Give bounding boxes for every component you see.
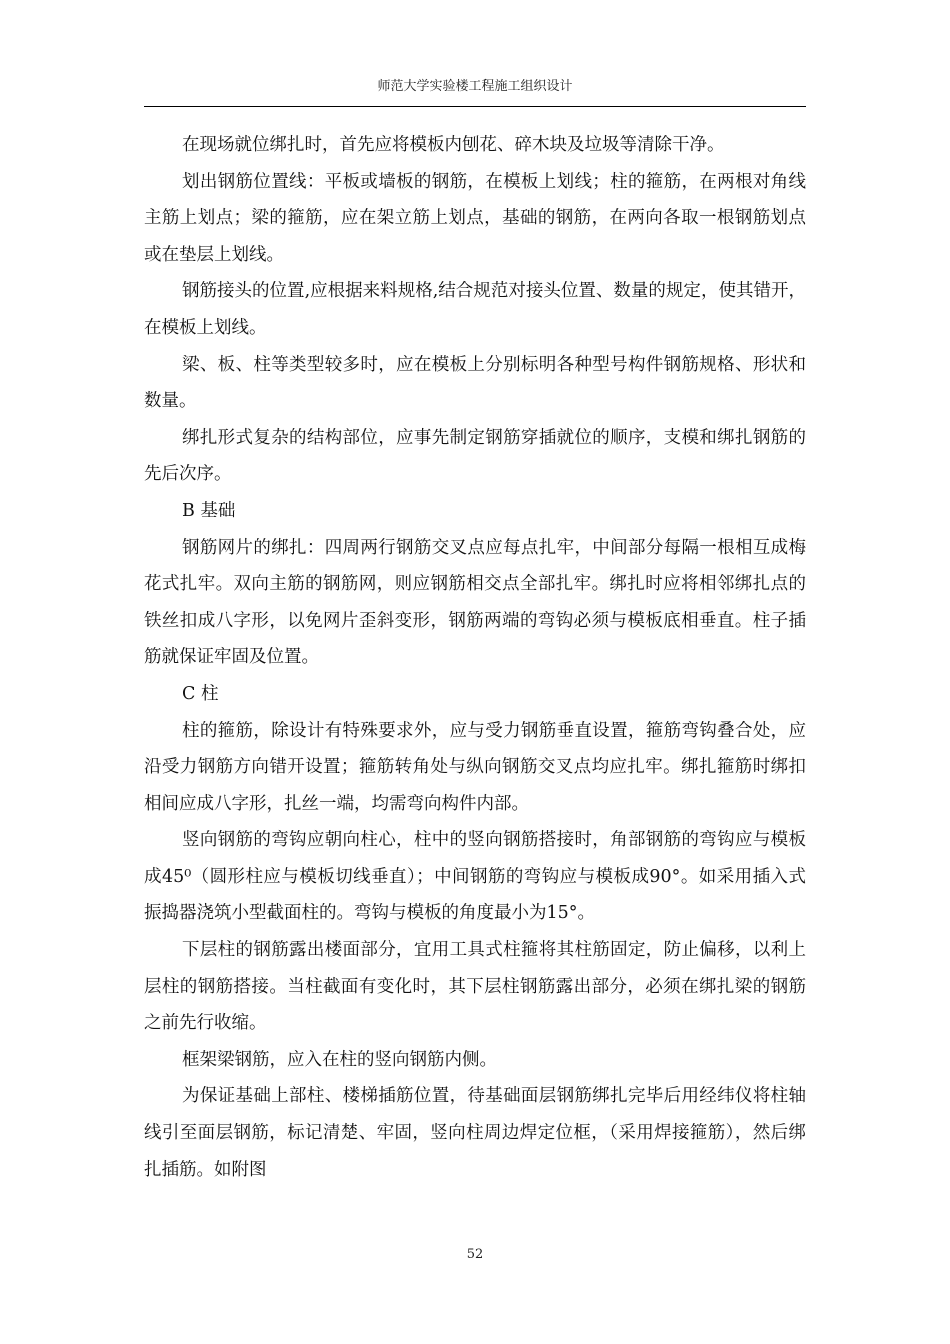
paragraph: 钢筋网片的绑扎：四周两行钢筋交叉点应每点扎牢，中间部分每隔一根相互成梅花式扎牢。双向主筋的钢筋网，则应钢筋相交点全部扎牢。绑扎时应将相邻绑扎点的铁丝扣成八字形，以免网片歪斜变形，钢筋两端的弯钩必须与模板底相垂直。柱子插筋就保证牢固及位置。 [144, 537, 806, 668]
paragraph: 柱的箍筋，除设计有特殊要求外，应与受力钢筋垂直设置，箍筋弯钩叠合处，应沿受力钢筋方向错开设置；箍筋转角处与纵向钢筋交叉点均应扎牢。绑扎箍筋时绑扣相间应成八字形，扎丝一端，均需弯向构件内部。 [144, 720, 806, 814]
body-text [144, 127, 806, 1188]
paragraph: 梁、板、柱等类型较多时，应在模板上分别标明各种型号构件钢筋规格、形状和数量。 [144, 354, 806, 412]
paragraph: 竖向钢筋的弯钩应朝向柱心，柱中的竖向钢筋搭接时，角部钢筋的弯钩应与模板成45⁰（圆形柱应与模板切线垂直）；中间钢筋的弯钩应与模板成90°。如采用插入式振捣器浇筑小型截面柱的。弯钩与模板的角度最小为15°。 [144, 830, 806, 924]
section-heading-column: C 柱 [182, 683, 219, 704]
header-rule [144, 106, 806, 107]
paragraph: 钢筋接头的位置,应根据来料规格,结合规范对接头位置、数量的规定，使其错开，在模板上划线。 [144, 281, 806, 338]
paragraph: 为保证基础上部柱、楼梯插筋位置，待基础面层钢筋绑扎完毕后用经纬仪将柱轴线引至面层钢筋，标记清楚、牢固，竖向柱周边焊定位框，（采用焊接箍筋），然后绑扎插筋。如附图 [144, 1086, 806, 1180]
paragraph: 框架梁钢筋，应入在柱的竖向钢筋内侧。 [182, 1049, 497, 1070]
running-header: 师范大学实验楼工程施工组织设计 [377, 79, 573, 94]
paragraph: 绑扎形式复杂的结构部位，应事先制定钢筋穿插就位的顺序，支模和绑扎钢筋的先后次序。 [144, 427, 806, 485]
paragraph: 划出钢筋位置线：平板或墙板的钢筋，在模板上划线；柱的箍筋，在两根对角线主筋上划点；梁的箍筋，应在架立筋上划点，基础的钢筋，在两向各取一根钢筋划点或在垫层上划线。 [144, 171, 806, 265]
paragraph: 下层柱的钢筋露出楼面部分，宜用工具式柱箍将其柱筋固定，防止偏移，以利上层柱的钢筋搭接。当柱截面有变化时，其下层柱钢筋露出部分，必须在绑扎梁的钢筋之前先行收缩。 [144, 940, 806, 1034]
section-heading-foundation: B 基础 [182, 500, 236, 521]
paragraph: 在现场就位绑扎时，首先应将模板内刨花、碎木块及垃圾等清除干净。 [182, 135, 725, 155]
page-number: 52 [466, 1247, 484, 1262]
